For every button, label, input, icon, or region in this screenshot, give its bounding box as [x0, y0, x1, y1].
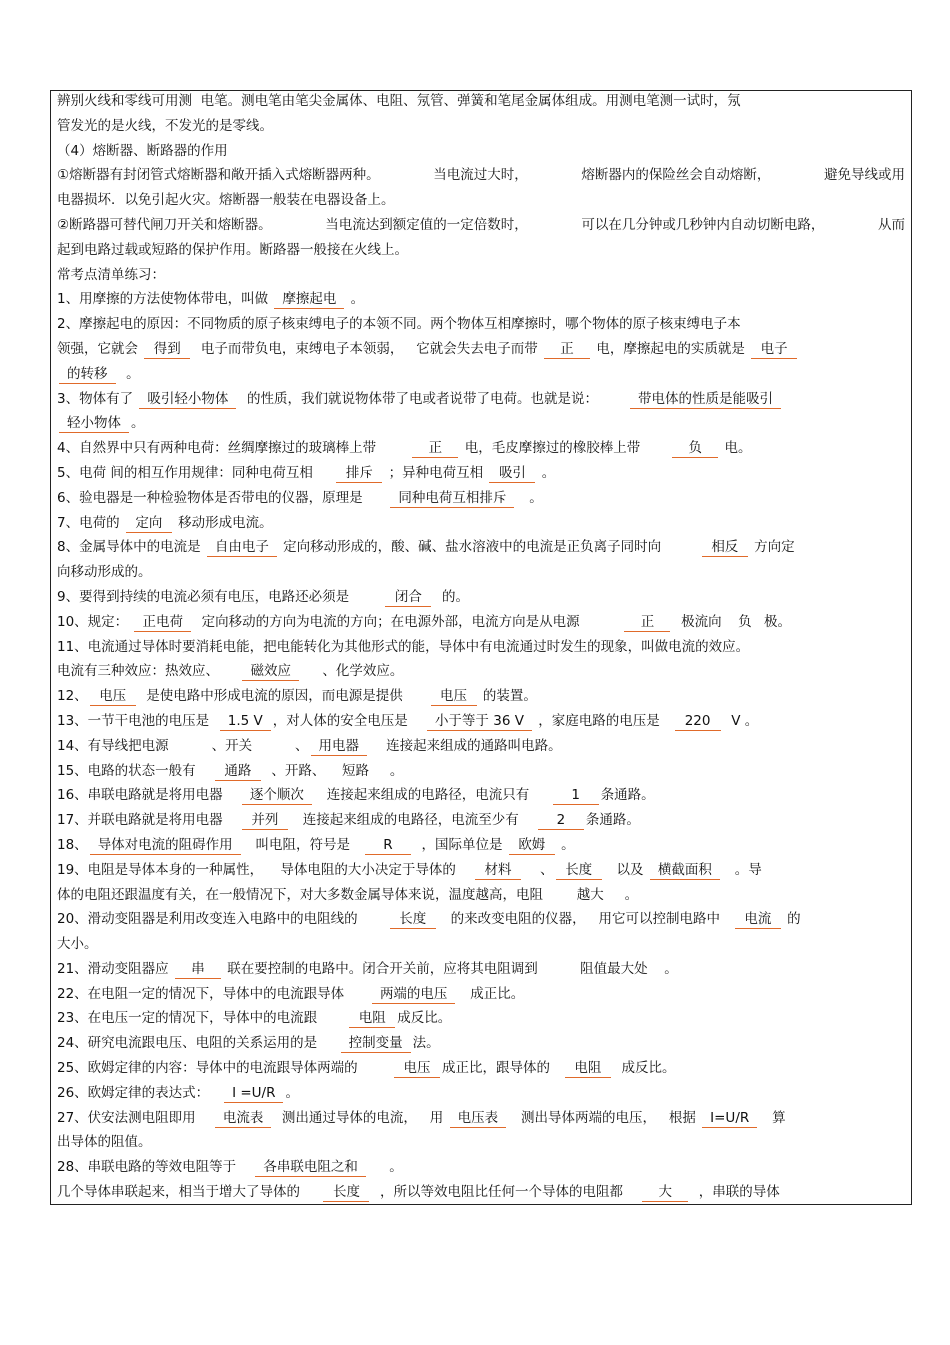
line-text: 8、金属导体中的电流是	[57, 539, 205, 556]
line-text: 定向移动形成的，酸、碱、盐水溶液中的电流是正负离子同时向	[278, 539, 700, 556]
answer-text: 阻值最大处	[580, 960, 648, 977]
line-text: 。	[556, 836, 575, 853]
answer-blank: 横截面积	[650, 862, 720, 880]
line-text: 4、自然界中只有两种电荷：丝绸摩擦过的玻璃棒上带	[57, 440, 411, 457]
line-text: 的。	[433, 588, 470, 605]
line-text: 电子而带负电，束缚电子本领弱， 它就会失去电子而带	[192, 340, 543, 357]
text-line	[57, 659, 905, 684]
line-text: 26、欧姆定律的表达式：	[57, 1084, 223, 1101]
line-text: 体的电阻还跟温度有关，在一般情况下，对大多数金属导体来说，温度越高，电阻	[57, 886, 569, 903]
text-line	[57, 436, 905, 461]
line-text: 18、	[57, 836, 88, 853]
line-text: 电，毛皮摩擦过的橡胶棒上带	[460, 440, 671, 457]
answer-blank: 排斥	[336, 465, 382, 483]
answer-blank: 定向	[126, 515, 172, 533]
line-text: 2、摩擦起电的原因：不同物质的原子核束缚电子的本领不同。两个物体互相摩擦时，哪个物体的原子核束缚电子本	[57, 316, 741, 333]
answer-text: 负	[738, 613, 752, 630]
line-text: ，国际单位是	[412, 836, 507, 853]
line-text: 条通路。	[585, 812, 640, 829]
text-line	[57, 808, 905, 833]
line-text: 28、串联电路的等效电阻等于	[57, 1159, 254, 1176]
text-line	[57, 238, 905, 263]
line-text: 25、欧姆定律的内容：导体中的电流跟导体两端的	[57, 1060, 393, 1077]
line-text: 24、研究电流跟电压、电阻的关系运用的是	[57, 1035, 339, 1052]
text-line	[57, 263, 905, 288]
answer-blank: 大	[642, 1184, 688, 1202]
line-text: 连接起来组成的通路叫电路。	[369, 737, 562, 754]
line-text: 19、电阻是导体本身的一种属性， 导体电阻的大小决定于导体的	[57, 861, 474, 878]
line-text: 。	[377, 762, 404, 779]
answer-blank: 电阻	[349, 1010, 395, 1028]
text-line	[57, 982, 905, 1007]
line-text: 领强，它就会	[57, 340, 143, 357]
line-text: 12、	[57, 688, 88, 705]
line-text: 起到电路过载或短路的保护作用。断路器一般接在火线上。	[57, 241, 408, 258]
line-text: 算	[759, 1109, 786, 1126]
answer-blank: 小于等于 36 V	[427, 713, 532, 731]
line-text: 的装置。	[478, 688, 537, 705]
answer-blank: 用电器	[311, 738, 368, 756]
answer-blank: 磁效应	[242, 663, 299, 681]
line-text: 定向移动的方向为电流的方向；在电源外部，电流方向是从电源	[192, 613, 623, 630]
line-text: 6、验电器是一种检验物体是否带电的仪器，原理是	[57, 489, 389, 506]
line-text: 。	[367, 1159, 403, 1176]
line-text: 13、一节干电池的电压是	[57, 712, 218, 729]
answer-blank: 1	[553, 787, 599, 805]
line-text: 当电流过大时，	[433, 167, 528, 184]
line-text: 叫电阻，符号是	[242, 836, 363, 853]
line-text: 常考点清单练习：	[57, 266, 165, 283]
line-text: 电。	[720, 440, 752, 457]
line-text: 21、滑动变阻器应	[57, 960, 173, 977]
text-line	[57, 833, 905, 858]
line-text: 14、有导线把电源 、开关 、	[57, 737, 309, 754]
text-line	[57, 734, 905, 759]
answer-blank: 串	[175, 961, 221, 979]
line-text: 。	[655, 960, 678, 977]
answer-blank: 摩擦起电	[274, 291, 344, 309]
line-text: 熔断器内的保险丝会自动熔断，	[581, 167, 771, 184]
line-text: 7、电荷的	[57, 514, 124, 531]
line-text: 连接起来组成的电路径，电流只有	[313, 787, 551, 804]
answer-blank: 电压	[394, 1060, 440, 1078]
answer-blank: 电流表	[215, 1110, 272, 1128]
line-text: 。	[117, 365, 140, 382]
text-line	[57, 312, 905, 337]
text-line	[57, 684, 905, 709]
answer-blank: 正	[412, 440, 458, 458]
text-line	[57, 163, 905, 188]
text-line	[57, 89, 905, 114]
answer-blank: 带电体的性质是能吸引	[630, 391, 781, 409]
line-text: 可以在几分钟或几秒钟内自动切断电路，	[581, 216, 825, 233]
answer-blank: I =U/R	[224, 1085, 283, 1103]
line-text: ②断路器可替代闸刀开关和熔断器。	[57, 216, 272, 233]
line-text: 、	[523, 861, 554, 878]
answer-blank: 控制变量	[341, 1035, 411, 1053]
answer-blank: 2	[538, 812, 584, 830]
answer-blank: 电流	[735, 911, 781, 929]
line-text: 10、规定：	[57, 613, 133, 630]
answer-blank: 各串联电阻之和	[255, 1159, 366, 1177]
text-line	[57, 1031, 905, 1056]
line-text: 。	[346, 291, 365, 308]
answer-blank: 220	[675, 713, 721, 731]
line-text: 是使电路中形成电流的原因，而电源是提供	[137, 688, 429, 705]
line-text: 条通路。	[600, 787, 655, 804]
answer-blank: I=U/R	[702, 1110, 757, 1128]
text-line	[57, 932, 905, 957]
line-text: （4）熔断器、断路器的作用	[57, 142, 228, 159]
line-text: 。	[516, 489, 543, 506]
text-line	[57, 362, 905, 387]
answer-blank: 长度	[556, 862, 602, 880]
answer-blank: 正	[544, 341, 590, 359]
text-line	[57, 560, 905, 585]
line-text: 20、滑动变阻器是利用改变连入电路中的电阻线的	[57, 911, 388, 928]
text-line	[57, 486, 905, 511]
text-line	[57, 709, 905, 734]
line-text: 5、电荷 间的相互作用规律：同种电荷互相	[57, 464, 335, 481]
line-text: ，所以等效电阻比任何一个导体的电阻都	[371, 1184, 641, 1201]
line-text: 辨别火线和零线可用测	[57, 93, 201, 109]
line-text: 22、在电阻一定的情况下，导体中的电流跟导体	[57, 985, 370, 1002]
line-text: 电，摩擦起电的实质就是	[592, 340, 750, 357]
line-text: 16、串联电路就是将用电器	[57, 787, 240, 804]
answer-blank: 的转移	[59, 366, 116, 384]
line-text: 从而	[877, 216, 905, 233]
answer-text: 越大	[576, 886, 604, 903]
text-line	[57, 337, 905, 362]
line-text: ，家庭电路的电压是	[533, 712, 673, 729]
answer-blank: 负	[672, 440, 718, 458]
text-line	[57, 461, 905, 486]
line-text: 以及	[603, 861, 648, 878]
answer-blank: 同种电荷互相排斥	[390, 490, 514, 508]
answer-blank: 通路	[215, 763, 261, 781]
text-line	[57, 114, 905, 139]
line-text: 管发光的是火线，不发光的是零线。	[57, 117, 273, 134]
line-text: 的	[782, 911, 801, 928]
line-text: 。导	[721, 861, 762, 878]
text-line	[57, 1180, 905, 1205]
line-text: 11、电流通过导体时要消耗电能，把电能转化为其他形式的能，导体中有电流通过时发生的现象，叫做电流的效应。	[57, 638, 750, 655]
answer-blank: 并列	[242, 812, 288, 830]
answer-blank: 电压	[90, 688, 136, 706]
answer-blank: 长度	[323, 1184, 369, 1202]
line-text: 的性质，我们就说物体带了电或者说带了电荷。也就是说：	[238, 390, 629, 407]
answer-blank: 电压	[431, 688, 477, 706]
line-text: 测出通过导体的电流， 用	[273, 1109, 448, 1126]
answer-blank: 吸引轻小物体	[139, 391, 236, 409]
line-text: 几个导体串联起来，相当于增大了导体的	[57, 1184, 322, 1201]
line-text: 23、在电压一定的情况下，导体中的电流跟	[57, 1010, 348, 1027]
answer-blank: 自由电子	[207, 539, 277, 557]
answer-blank: 逐个顺次	[242, 787, 312, 805]
text-line	[57, 585, 905, 610]
line-text: 1、用摩擦的方法使物体带电，叫做	[57, 291, 273, 308]
text-line	[57, 387, 905, 412]
line-text: V 。	[722, 712, 759, 729]
line-text: 。	[131, 415, 145, 432]
line-text: 大小。	[57, 936, 98, 953]
line-text: 法。	[412, 1035, 440, 1052]
line-text: 17、并联电路就是将用电器	[57, 812, 240, 829]
text-line	[57, 1106, 905, 1131]
answer-blank: 相反	[702, 539, 748, 557]
answer-blank: 得到	[144, 341, 190, 359]
line-text: 移动形成电流。	[173, 514, 273, 531]
answer-blank: 闭合	[385, 589, 431, 607]
answer-blank: 轻小物体	[59, 415, 129, 433]
answer-blank: 两端的电压	[372, 986, 456, 1004]
worksheet-content	[57, 89, 905, 1205]
text-line	[57, 1155, 905, 1180]
answer-text: 短路	[342, 762, 370, 779]
text-line	[57, 188, 905, 213]
answer-blank: 材料	[475, 862, 521, 880]
text-line	[57, 287, 905, 312]
answer-blank: 吸引	[489, 465, 535, 483]
text-line	[57, 1130, 905, 1155]
line-text: 成正比，跟导体的	[442, 1060, 563, 1077]
text-line	[57, 1056, 905, 1081]
line-text: 测出导体两端的电压， 根据	[508, 1109, 701, 1126]
answer-blank: 电压表	[450, 1110, 507, 1128]
answer-blank: 1.5 V	[220, 713, 271, 731]
answer-blank: 电阻	[565, 1060, 611, 1078]
line-text: 向移动形成的。	[57, 564, 152, 581]
line-text: ，串联的导体	[690, 1184, 780, 1201]
answer-blank: R	[365, 837, 411, 855]
line-text: 27、伏安法测电阻即用	[57, 1109, 213, 1126]
line-text: 极流向	[672, 613, 731, 630]
answer-blank: 欧姆	[509, 837, 555, 855]
text-line	[57, 957, 905, 982]
line-text: 方向定	[749, 539, 795, 556]
answer-blank: 电子	[751, 341, 797, 359]
line-text: 出导体的阻值。	[57, 1134, 152, 1151]
line-text: 联在要控制的电路中。闭合开关前，应将其电阻调到	[222, 960, 573, 977]
line-text: 电笔。测电笔由笔尖金属体、电阻、氖管、弹簧和笔尾金属体组成。用测电笔测一试时，氖	[200, 93, 741, 109]
line-text: 电流有三种效应：热效应、	[57, 663, 241, 680]
answer-blank: 正	[624, 614, 670, 632]
answer-blank: 导体对电流的阻碍作用	[90, 837, 241, 855]
answer-blank: 长度	[390, 911, 436, 929]
line-text: 15、电路的状态一般有	[57, 762, 213, 779]
line-text: 9、要得到持续的电流必须有电压，电路还必须是	[57, 588, 384, 605]
line-text: 3、物体有了	[57, 390, 138, 407]
text-line	[57, 783, 905, 808]
text-line	[57, 213, 905, 238]
line-text: 当电流达到额定值的一定倍数时，	[325, 216, 528, 233]
text-line	[57, 883, 905, 908]
line-text: ①熔断器有封闭管式熔断器和敞开插入式熔断器两种。	[57, 167, 380, 184]
text-line	[57, 635, 905, 660]
line-text: 成反比。	[397, 1010, 452, 1027]
line-text: 。	[285, 1084, 299, 1101]
text-line	[57, 535, 905, 560]
text-line	[57, 858, 905, 883]
text-line	[57, 759, 905, 784]
text-line	[57, 411, 905, 436]
line-text: ，对人体的安全电压是	[272, 712, 425, 729]
line-text: 避免导线或用	[823, 167, 905, 184]
line-text: 。	[611, 886, 639, 903]
text-line	[57, 139, 905, 164]
line-text: 成正比。	[457, 985, 525, 1002]
line-text: 成反比。	[612, 1060, 676, 1077]
line-text: ；异种电荷互相	[384, 464, 488, 481]
text-line	[57, 1006, 905, 1031]
line-text: 。	[537, 464, 556, 481]
text-line	[57, 907, 905, 932]
text-line	[57, 511, 905, 536]
line-text: 的来改变电阻的仪器， 用它可以控制电路中	[437, 911, 733, 928]
line-text: 、化学效应。	[300, 663, 404, 680]
line-text: 电器损坏．以免引起火灾。熔断器一般装在电器设备上。	[57, 192, 395, 209]
line-text: 极。	[759, 613, 791, 630]
answer-blank: 正电荷	[134, 614, 191, 632]
line-text: 连接起来组成的电路径，电流至少有	[289, 812, 536, 829]
text-line	[57, 610, 905, 635]
line-text: 、开路、	[262, 762, 335, 779]
text-line	[57, 1081, 905, 1106]
